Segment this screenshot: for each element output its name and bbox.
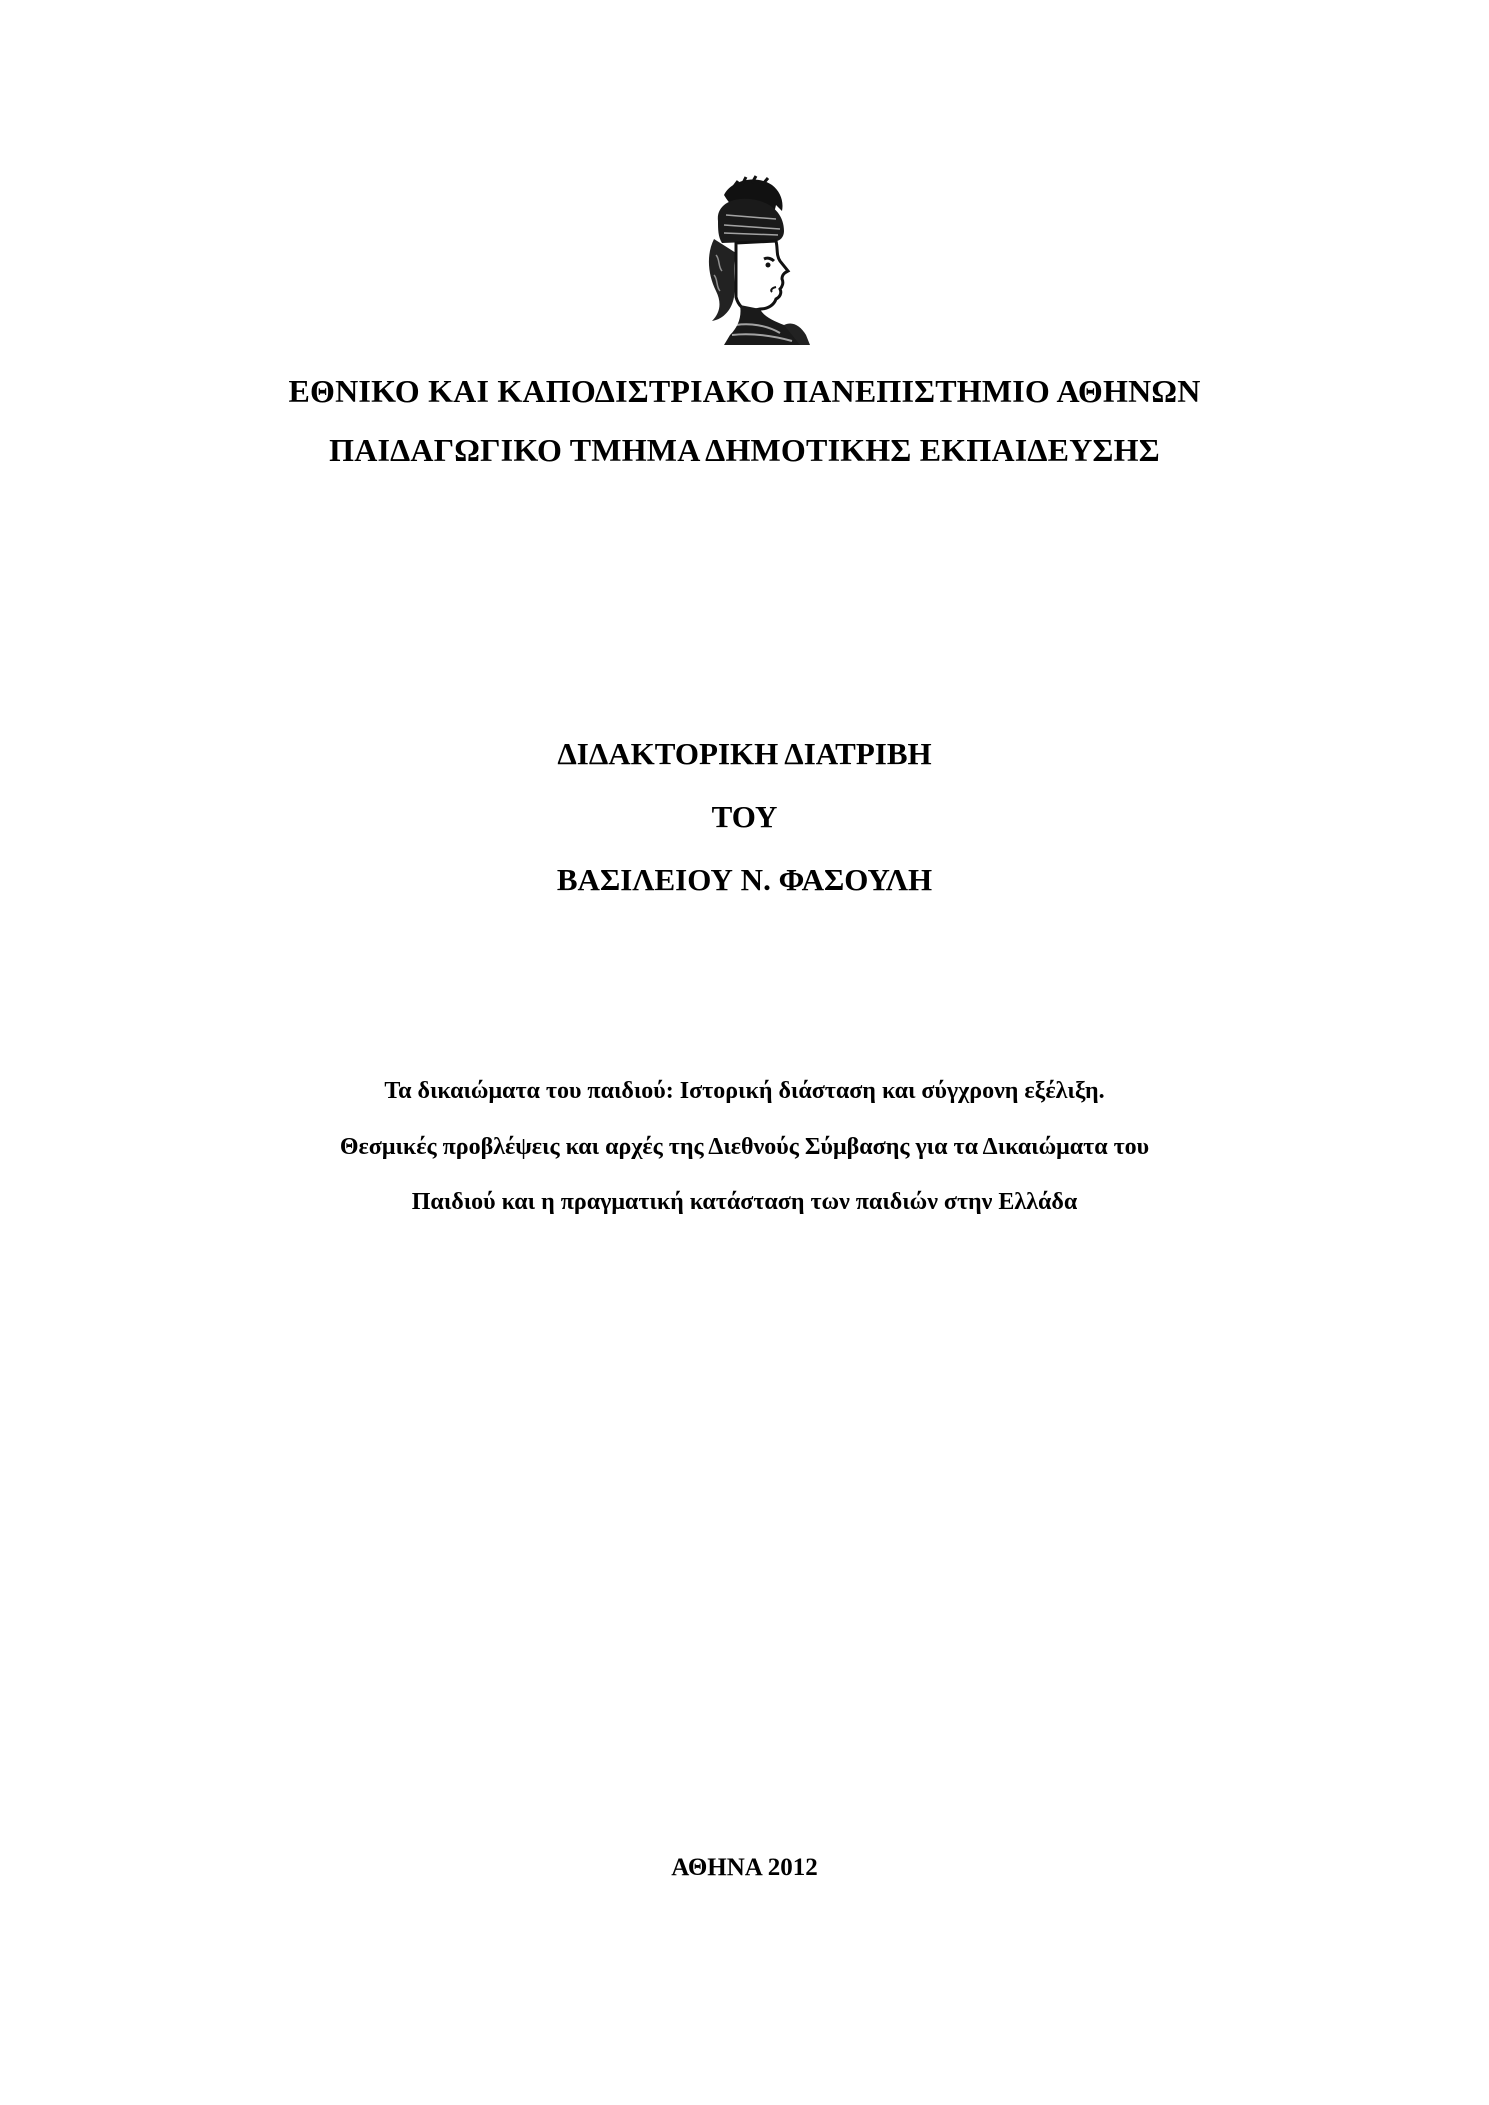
place-and-year: ΑΘΗΝΑ 2012	[671, 1854, 818, 1881]
university-name: ΕΘΝΙΚΟ ΚΑΙ ΚΑΠΟΔΙΣΤΡΙΑΚΟ ΠΑΝΕΠΙΣΤΗΜΙΟ ΑΘΗΝΩΝ	[288, 373, 1201, 409]
thesis-title-line: Τα δικαιώματα του παιδιού: Ιστορική διάσταση και σύγχρονη εξέλιξη.	[384, 1078, 1105, 1104]
thesis-author: ΒΑΣΙΛΕΙΟΥ Ν. ΦΑΣΟΥΛΗ	[556, 862, 933, 897]
thesis-title-line: Παιδιού και η πραγματική κατάσταση των παιδιών στην Ελλάδα	[411, 1189, 1078, 1215]
thesis-of: ΤΟΥ	[711, 799, 778, 834]
department-name: ΠΑΙΔΑΓΩΓΙΚΟ ΤΜΗΜΑ ΔΗΜΟΤΙΚΗΣ ΕΚΠΑΙΔΕΥΣΗΣ	[329, 432, 1160, 468]
athena-head-emblem-icon	[680, 175, 815, 350]
thesis-type: ΔΙΔΑΚΤΟΡΙΚΗ ΔΙΑΤΡΙΒΗ	[557, 736, 932, 771]
thesis-title-line: Θεσμικές προβλέψεις και αρχές της Διεθνούς Σύμβασης για τα Δικαιώματα του	[339, 1134, 1150, 1160]
